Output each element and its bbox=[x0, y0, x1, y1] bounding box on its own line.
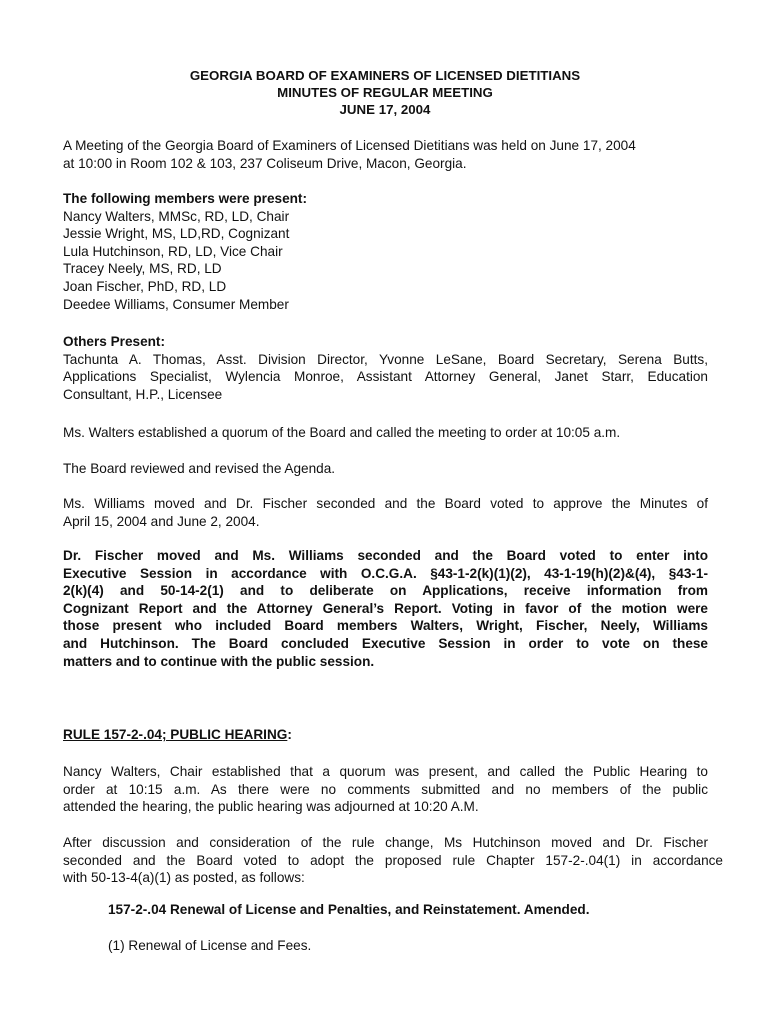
header-board-name: GEORGIA BOARD OF EXAMINERS OF LICENSED DIETITIANS bbox=[189, 68, 581, 83]
executive-line: Executive Session in accordance with O.C.G.A. §43-1-2(k)(1)(2), 43-1-19(h)(2)&(4), §43-1- bbox=[63, 565, 708, 581]
rule-heading-text: RULE 157-2-.04; PUBLIC HEARING bbox=[63, 727, 288, 742]
member-item: Deedee Williams, Consumer Member bbox=[63, 296, 289, 312]
others-heading: Others Present: bbox=[63, 334, 165, 349]
rule-heading bbox=[63, 726, 708, 744]
section-title-text: 157-2-.04 Renewal of License and Penalties, and Reinstatement. Amended. bbox=[108, 902, 590, 917]
executive-session-paragraph bbox=[63, 547, 708, 670]
others-line: Tachunta A. Thomas, Asst. Division Director, Yvonne LeSane, Board Secretary, Serena Butts, bbox=[63, 351, 708, 367]
members-heading: The following members were present: bbox=[63, 191, 307, 206]
header-date: JUNE 17, 2004 bbox=[339, 102, 431, 117]
executive-line: those present who included Board members Walters, Wright, Fischer, Neely, Williams bbox=[63, 618, 708, 634]
minutes-line: April 15, 2004 and June 2, 2004. bbox=[63, 513, 260, 529]
intro-paragraph bbox=[63, 137, 708, 172]
hearing-line: order at 10:15 a.m. As there were no comments submitted and no members of the public bbox=[63, 781, 708, 797]
quorum-paragraph bbox=[63, 424, 708, 442]
document-header bbox=[0, 67, 770, 118]
rule-section-title bbox=[108, 901, 708, 919]
others-present-section bbox=[63, 333, 708, 403]
others-line: Consultant, H.P., Licensee bbox=[63, 386, 223, 402]
member-item: Jessie Wright, MS, LD,RD, Cognizant bbox=[63, 226, 290, 242]
member-item: Lula Hutchinson, RD, LD, Vice Chair bbox=[63, 243, 283, 259]
intro-line: A Meeting of the Georgia Board of Examiners of Licensed Dietitians was held on June 17, 2004 bbox=[63, 138, 636, 153]
executive-line: matters and to continue with the public session. bbox=[63, 653, 375, 669]
discussion-line: After discussion and consideration of the rule change, Ms Hutchinson moved and Dr. Fischer bbox=[63, 835, 708, 850]
executive-line: 2(k)(4) and 50-14-2(1) and to deliberate on Applications, receive information from bbox=[63, 583, 708, 599]
member-item: Tracey Neely, MS, RD, LD bbox=[63, 261, 222, 277]
agenda-text: The Board reviewed and revised the Agenda. bbox=[63, 461, 336, 476]
member-item: Joan Fischer, PhD, RD, LD bbox=[63, 278, 227, 294]
public-hearing-paragraph bbox=[63, 763, 708, 816]
executive-line: Dr. Fischer moved and Ms. Williams seconded and the Board voted to enter into bbox=[63, 548, 708, 563]
quorum-text: Ms. Walters established a quorum of the Board and called the meeting to order at 10:05 a.m. bbox=[63, 425, 621, 440]
executive-line: and Hutchinson. The Board concluded Executive Session in order to vote on these bbox=[63, 635, 708, 651]
rule-subsection bbox=[108, 937, 708, 955]
executive-line: Cognizant Report and the Attorney General’s Report. Voting in favor of the motion were bbox=[63, 600, 708, 616]
rule-adoption-paragraph bbox=[63, 834, 723, 887]
header-meeting-type: MINUTES OF REGULAR MEETING bbox=[277, 85, 493, 100]
intro-line: at 10:00 in Room 102 & 103, 237 Coliseum Drive, Macon, Georgia. bbox=[63, 155, 467, 171]
minutes-approval-paragraph bbox=[63, 495, 708, 530]
hearing-line: Nancy Walters, Chair established that a quorum was present, and called the Public Hearing to bbox=[63, 764, 708, 779]
minutes-line: Ms. Williams moved and Dr. Fischer seconded and the Board voted to approve the Minutes of bbox=[63, 496, 708, 511]
discussion-line: seconded and the Board voted to adopt the proposed rule Chapter 157-2-.04(1) in accordance bbox=[63, 852, 723, 868]
member-item: Nancy Walters, MMSc, RD, LD, Chair bbox=[63, 208, 290, 224]
subsection-text: (1) Renewal of License and Fees. bbox=[108, 938, 312, 953]
rule-heading-colon: : bbox=[287, 727, 292, 742]
hearing-line: attended the hearing, the public hearing was adjourned at 10:20 A.M. bbox=[63, 799, 479, 815]
members-present-section bbox=[63, 190, 708, 313]
discussion-line: with 50-13-4(a)(1) as posted, as follows: bbox=[63, 870, 305, 886]
agenda-paragraph bbox=[63, 460, 708, 478]
others-line: Applications Specialist, Wylencia Monroe, Assistant Attorney General, Janet Starr, Education bbox=[63, 369, 708, 385]
